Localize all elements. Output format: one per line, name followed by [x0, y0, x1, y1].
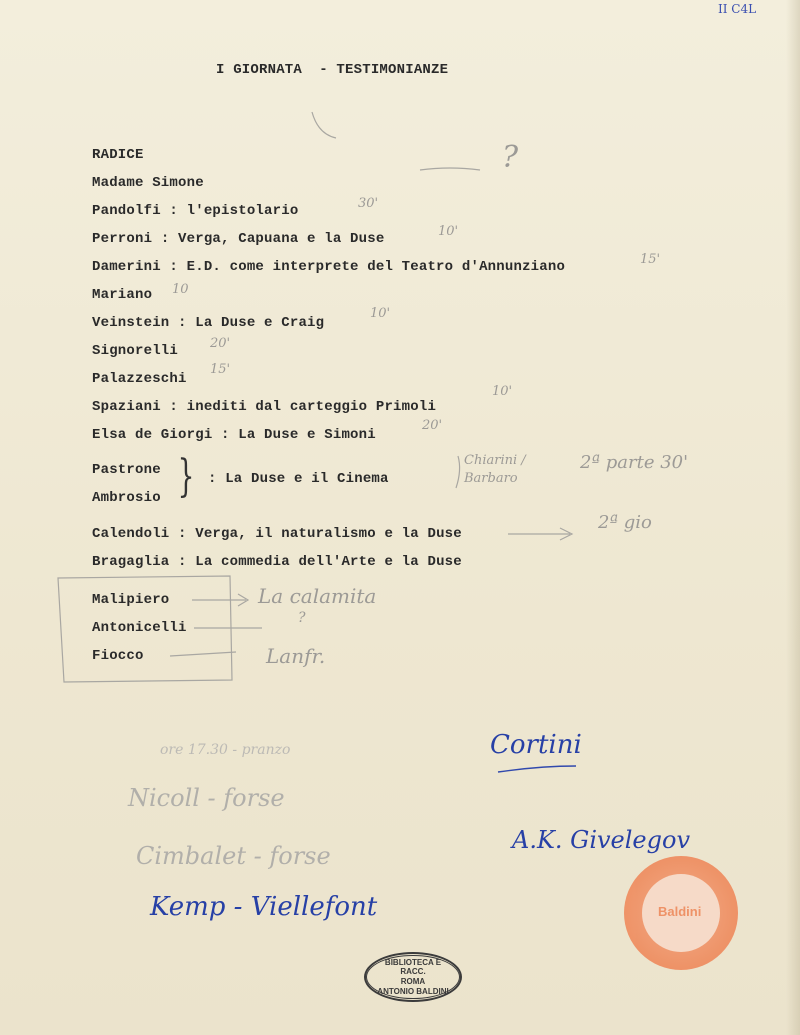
- entry-name: RADICE: [92, 147, 144, 163]
- entry-name: Elsa de Giorgi: [92, 427, 213, 443]
- archive-corner-mark: II C4L: [718, 2, 757, 16]
- entry-name: Perroni: [92, 231, 153, 247]
- pencil-antonicelli-note: ?: [298, 610, 306, 626]
- pencil-time: 10': [438, 224, 459, 239]
- stamp-line: ROMA: [400, 977, 426, 986]
- entry-name: Madame Simone: [92, 175, 204, 191]
- pencil-mark-top: [312, 112, 336, 138]
- ink-name-givelegov: A.K. Givelegov: [512, 826, 691, 854]
- pencil-question-mark: ?: [502, 140, 519, 175]
- stamp-line: ANTONIO BALDINI: [377, 986, 449, 996]
- pencil-box: [58, 576, 232, 682]
- boxed-name: Antonicelli: [92, 620, 187, 636]
- pencil-time: 10': [492, 384, 513, 399]
- group-name-1: Pastrone: [92, 462, 161, 478]
- pencil-cinema-note-2: 2ª parte 30': [580, 452, 689, 473]
- pencil-fiocco-note: Lanfr.: [266, 644, 326, 668]
- entry-name: Pandolfi: [92, 203, 161, 219]
- ink-name-kemp: Kemp - Viellefont: [150, 892, 378, 922]
- document-title: I GIORNATA - TESTIMONIANZE: [216, 62, 449, 78]
- entry-topic: : La Duse e Simoni: [212, 427, 376, 443]
- entry-name: Palazzeschi: [92, 371, 187, 387]
- library-stamp-inner: [366, 955, 460, 999]
- group-name-2: Ambrosio: [92, 490, 161, 506]
- entry-name: Spaziani: [92, 399, 161, 415]
- entry-topic: : E.D. come interprete del Teatro d'Annunziano: [160, 259, 566, 275]
- pencil-ore-note: ore 17.30 - pranzo: [160, 742, 291, 758]
- pencil-line-nicoll: Nicoll - forse: [128, 784, 285, 812]
- pencil-calendoli-note: 2ª gio: [598, 512, 652, 533]
- pencil-time: 10': [370, 306, 391, 321]
- pencil-time: 15': [210, 362, 231, 377]
- entry-topic: : Verga, Capuana e la Duse: [152, 231, 385, 247]
- entry-name: Signorelli: [92, 343, 179, 359]
- stamp-line: BIBLIOTECA E RACC.: [384, 957, 442, 977]
- group-topic: : La Duse e il Cinema: [208, 471, 389, 487]
- pencil-time: 10: [172, 282, 189, 297]
- library-stamp: [364, 952, 462, 1002]
- pencil-time: 30': [358, 196, 379, 211]
- ink-name-cortini: Cortini: [490, 730, 582, 760]
- entry-name: Bragaglia: [92, 554, 170, 570]
- pencil-time: 20': [422, 418, 443, 433]
- ink-underline-cortini: [498, 766, 576, 772]
- entry-name: Damerini: [92, 259, 161, 275]
- pencil-malipiero-note: La calamita: [258, 584, 377, 608]
- entry-topic: : inediti dal carteggio Primoli: [160, 399, 437, 415]
- boxed-name: Malipiero: [92, 592, 170, 608]
- entry-topic: : l'epistolario: [169, 203, 299, 219]
- pencil-cinema-note: Chiarini / Barbaro: [464, 453, 526, 487]
- entry-topic: : La commedia dell'Arte e la Duse: [169, 554, 462, 570]
- pencil-line-cimbalet: Cimbalet - forse: [136, 842, 331, 870]
- entry-name: Mariano: [92, 287, 153, 303]
- pencil-bracket-cinema: [456, 456, 460, 488]
- pencil-stroke-madame: [420, 168, 480, 170]
- entry-name: Veinstein: [92, 315, 170, 331]
- boxed-name: Fiocco: [92, 648, 144, 664]
- brace-symbol: }: [177, 451, 195, 502]
- library-logo-text: Baldini: [658, 904, 702, 919]
- pencil-time: 20': [210, 336, 231, 351]
- pencil-time: 15': [640, 252, 661, 267]
- library-logo: [624, 856, 738, 970]
- pencil-line-fiocco: [170, 652, 236, 656]
- entry-topic: : La Duse e Craig: [169, 315, 325, 331]
- entry-topic: : Verga, il naturalismo e la Duse: [169, 526, 462, 542]
- entry-name: Calendoli: [92, 526, 170, 542]
